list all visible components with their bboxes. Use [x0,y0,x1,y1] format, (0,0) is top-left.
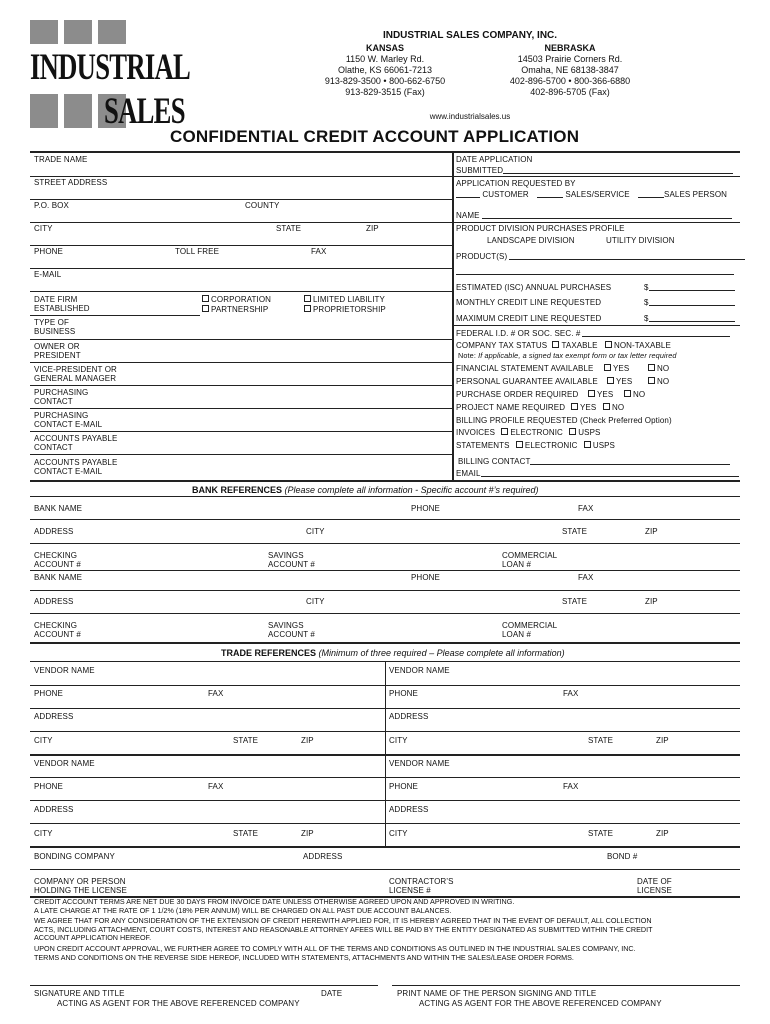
vendor1-state-label: STATE [233,736,259,745]
po-yes[interactable] [588,390,613,399]
signature-acting-label: ACTING AS AGENT FOR THE ABOVE REFERENCED COMPANY [57,999,300,1008]
vendor1-city-label: CITY [34,736,53,745]
po-no-checkbox[interactable] [624,390,631,397]
vendor1-phone-label: PHONE [34,689,63,698]
partnership-label: PARTNERSHIP [211,305,269,314]
owner-or-label: OWNER OR [34,342,80,351]
sales-person-label: SALES PERSON [664,190,728,199]
trade-name-label: TRADE NAME [34,155,88,164]
tax-note [458,351,677,360]
commercial-text: COMMERCIAL [502,621,558,630]
purchasing2-label: PURCHASING [34,411,89,420]
customer-blank[interactable] [456,190,480,198]
po-box-field[interactable] [30,200,240,222]
tax-status-label: COMPANY TAX STATUS [456,341,548,350]
kansas-address-block [315,43,455,98]
po-box-label: P.O. BOX [34,201,69,210]
project-name-label: PROJECT NAME REQUIRED [456,403,566,412]
vendor2-phone-label: PHONE [389,689,418,698]
electronic-label: ELECTRONIC [524,441,578,450]
kansas-city: Olathe, KS 66061-7213 [337,65,433,75]
invoices-electronic-checkbox[interactable] [501,428,508,435]
no-label: NO [612,403,625,412]
vendor2-fax-label: FAX [563,689,579,698]
billing-contact-line[interactable] [530,457,730,465]
type-of-label: TYPE OF [34,318,69,327]
fax-label: FAX [311,247,327,256]
vendor3-phone-label: PHONE [34,782,63,791]
non-taxable-checkbox[interactable] [605,341,612,348]
federal-line[interactable] [582,329,730,337]
corporation-option[interactable] [202,295,271,304]
date-firm-established-field[interactable] [100,292,196,314]
license-text: LICENSE [637,886,672,895]
bank2-phone-label: PHONE [411,573,440,582]
county-field[interactable] [240,200,452,222]
street-address-field[interactable] [30,177,452,199]
loan-text: LOAN # [502,560,532,569]
est-isc-amount [644,283,735,292]
project-no[interactable] [603,403,624,412]
trade-references-heading [221,648,565,658]
personal-no[interactable] [648,377,669,386]
terms-p2c: ACCOUNT APPLICATION HEREOF. [34,933,152,943]
kansas-phones: 913-829-3500 • 800-662-6750 [324,76,446,86]
sales-service-label: SALES/SERVICE [565,190,630,199]
vendor2-name-label: VENDOR NAME [389,666,450,675]
terms-p3a: UPON CREDIT ACCOUNT APPROVAL, WE FURTHER AGREE TO COMPLY WITH ALL OF THE TERMS AND CONDITIONS AS OUTLINED IN THE INDUSTRIAL SALES COMPANY, INC. [34,943,636,953]
products-line[interactable] [509,252,745,260]
bank-references-heading [192,485,539,495]
purchasing-email-label [34,411,102,429]
bonding-company-label: BONDING COMPANY [34,852,115,861]
holding-text: HOLDING THE LICENSE [34,886,127,895]
loan-text: LOAN # [502,630,532,639]
kansas-street: 1150 W. Marley Rd. [345,54,425,64]
type-of-business-label [34,318,75,336]
savings-text: SAVINGS [268,551,304,560]
contact-email-label: CONTACT E-MAIL [34,420,103,429]
street-address-label: STREET ADDRESS [34,178,108,187]
bank1-fax-label: FAX [578,504,594,513]
email-label: E-MAIL [34,270,62,279]
ap-contact-email-label: CONTACT E-MAIL [34,467,103,476]
vendor1-address-label: ADDRESS [34,712,74,721]
bank1-checking-label [34,551,81,569]
date-app-label: DATE APPLICATION [456,155,533,164]
vendor4-state-label: STATE [588,829,614,838]
dollar-sign: $ [644,283,649,292]
usps-label: USPS [578,428,601,437]
billing-contact-text: BILLING CONTACT [458,457,531,466]
ap-contact-sub-label: CONTACT [34,443,73,452]
non-taxable-label: NON-TAXABLE [613,341,671,350]
savings-text: SAVINGS [268,621,304,630]
license-number-text: LICENSE # [389,886,431,895]
vendor4-fax-label: FAX [563,782,579,791]
terms-p1a: CREDIT ACCOUNT TERMS ARE NET DUE 30 DAYS FROM INVOICE DATE UNLESS OTHERWISE AGREED UPON AND APPROVED IN WRITING. [34,897,515,906]
dollar-sign: $ [644,314,649,323]
commercial-text: COMMERCIAL [502,551,558,560]
purchasing-email-field[interactable] [120,409,452,431]
submitted-label [456,166,733,175]
city-field[interactable] [30,223,270,245]
county-label: COUNTY [245,201,280,210]
vendor1-name-label: VENDOR NAME [34,666,95,675]
email-field[interactable] [30,269,452,291]
ap-email-field[interactable] [120,455,452,479]
no-label: NO [657,377,670,386]
signature-date-label: DATE [321,989,343,998]
company-website[interactable]: www.industrialsales.us [429,112,511,121]
president-label: PRESIDENT [34,351,81,360]
vendor2-state-label: STATE [588,736,614,745]
signature-field[interactable] [30,965,378,985]
account-text: ACCOUNT # [34,560,81,569]
maximum-amount [644,314,735,323]
project-yes-checkbox[interactable] [571,403,578,410]
toll-free-field[interactable] [171,246,307,268]
bank2-fax-label: FAX [578,573,594,582]
terms-p1b: A LATE CHARGE AT THE RATE OF 1 1/2% (18% PER ANNUM) WILL BE CHARGED ON ALL PAST DUE ACCOUNT BALANCES. [34,905,452,915]
account-text: ACCOUNT # [268,630,315,639]
bank2-name-label: BANK NAME [34,573,83,582]
statements-electronic-checkbox[interactable] [516,441,523,448]
vendor1-fax-label: FAX [208,689,224,698]
ap-label: ACCOUNTS PAYABLE [34,434,118,443]
vp-label: VICE-PRESIDENT OR [34,365,117,374]
note-text: If applicable, a signed tax exempt form or tax letter required [478,351,677,360]
company-or-person-text: COMPANY OR PERSON [34,877,126,886]
bank-subtitle: (Please complete all information - Specific account #’s required) [284,485,539,495]
statements-usps-checkbox[interactable] [584,441,591,448]
monthly-amount [644,298,735,307]
vendor3-address-label: ADDRESS [34,805,74,814]
purchasing-contact-field[interactable] [120,386,452,408]
taxable-checkbox[interactable] [552,341,559,348]
bond-number-label: BOND # [607,852,638,861]
nebraska-phones: 402-896-5700 • 800-366-6880 [509,76,631,86]
bank2-city-label: CITY [306,597,325,606]
monthly-label: MONTHLY CREDIT LINE REQUESTED [456,298,602,307]
yes-label: YES [580,403,597,412]
bank1-name-label: BANK NAME [34,504,83,513]
est-isc-label: ESTIMATED (ISC) ANNUAL PURCHASES [456,283,612,292]
kansas-state: KANSAS [365,43,404,53]
account-text: ACCOUNT # [34,630,81,639]
billing-email-label [456,469,739,478]
vp-gm-label [34,365,117,383]
toll-free-label: TOLL FREE [175,247,220,256]
submitted-text: SUBMITTED [456,166,504,175]
ap-contact-label [34,434,117,452]
purchase-order-label: PURCHASE ORDER REQUIRED [456,390,579,399]
state-label: STATE [276,224,302,233]
kansas-fax: 913-829-3515 (Fax) [345,87,425,97]
trade-name-field[interactable] [30,152,452,176]
bank1-state-label: STATE [562,527,588,536]
date-of-text: DATE OF [637,877,672,886]
bank1-address-label: ADDRESS [34,527,74,536]
checking-text: CHECKING [34,621,78,630]
proprietorship-label: PROPRIETORSHIP [313,305,386,314]
sales-service-blank[interactable] [537,190,563,198]
page-title: CONFIDENTIAL CREDIT ACCOUNT APPLICATION [170,127,580,146]
personal-guarantee-label: PERSONAL GUARANTEE AVAILABLE [456,377,598,386]
vendor4-phone-label: PHONE [389,782,418,791]
nebraska-fax: 402-896-5705 (Fax) [530,87,610,97]
name-line[interactable] [482,211,732,219]
ap2-label: ACCOUNTS PAYABLE [34,458,118,467]
proprietorship-checkbox[interactable] [304,305,311,312]
products-text: PRODUCT(S) [456,252,508,261]
partnership-option[interactable] [202,305,268,314]
financial-yes-checkbox[interactable] [604,364,611,371]
vendor2-zip-label: ZIP [656,736,669,745]
name-text: NAME [456,211,480,220]
sales-person-blank[interactable] [638,190,664,198]
vendor2-address-label: ADDRESS [389,712,429,721]
vendor4-name-label: VENDOR NAME [389,759,450,768]
invoices-usps-checkbox[interactable] [569,428,576,435]
customer-label: CUSTOMER [482,190,529,199]
yes-label: YES [613,364,630,373]
terms-p2b: ACTS, INCLUDING ATTACHMENT, COURT COSTS, INTEREST AND REASONABLE ATTORNEY AFEES WILL BE PAID BY THE ENTITY DESIGNATED AS SUBMITTED WITHIN THE CREDIT [34,924,653,934]
bank2-savings-label [268,621,315,639]
invoices-row [456,428,600,437]
company-logo [28,18,213,130]
po-yes-checkbox[interactable] [588,390,595,397]
app-requested-label: APPLICATION REQUESTED BY [456,179,576,188]
nebraska-street: 14503 Prairie Corners Rd. [517,54,623,64]
landscape-division-label: LANDSCAPE DIVISION [487,236,575,245]
bank1-phone-label: PHONE [411,504,440,513]
name-label [456,211,732,220]
zip-label: ZIP [366,224,379,233]
contractor-text: CONTRACTOR’S [389,877,454,886]
vendor3-name-label: VENDOR NAME [34,759,95,768]
date-firm-label: DATE FIRM [34,295,78,304]
state-field[interactable] [272,223,362,245]
contractor-license-label [389,877,454,895]
trade-title: TRADE REFERENCES [221,648,317,658]
terms-p3b: TERMS AND CONDITIONS ON THE REVERSE SIDE HEREOF, INCLUDED WITH STATEMENTS, ATTACHMENTS AND WITHIN THE SALES/LEASE ORDER FORMS. [34,952,574,962]
phone-field[interactable] [30,246,170,268]
trade-subtitle: (Minimum of three required – Please complete all information) [318,648,565,658]
established-label: ESTABLISHED [34,304,90,313]
terms-p2a: WE AGREE THAT FOR ANY CONSIDERATION OF THE EXTENSION OF CREDIT HEREWITH APPLIED FOR, IT IS HEREBY AGREED THAT IN THE EVENT OF DEFAULT, ALL COLLECTION [34,916,652,926]
bank1-commercial-label [502,551,557,569]
phone-label: PHONE [34,247,63,256]
billing-profile-label: BILLING PROFILE REQUESTED (Check Preferred Option) [456,416,672,425]
federal-id-label [456,329,730,338]
bonding-address-label: ADDRESS [303,852,343,861]
note-label: Note: [458,351,476,360]
logo-text-sales: SALES [104,91,185,132]
signature-title-label: SIGNATURE AND TITLE [34,989,125,998]
vendor3-state-label: STATE [233,829,259,838]
vendor4-zip-label: ZIP [656,829,669,838]
personal-no-checkbox[interactable] [648,377,655,384]
purchasing-contact-label [34,388,88,406]
print-name-field[interactable] [392,965,740,985]
statements-row [456,441,615,450]
bank2-commercial-label [502,621,557,639]
products-label [456,252,745,261]
bank2-zip-label: ZIP [645,597,658,606]
vendor3-fax-label: FAX [208,782,224,791]
invoices-label: INVOICES [456,428,496,437]
corporation-label: CORPORATION [211,295,272,304]
no-label: NO [657,364,670,373]
nebraska-address-block [495,43,645,98]
account-text: ACCOUNT # [268,560,315,569]
gm-label: GENERAL MANAGER [34,374,117,383]
vendor4-address-label: ADDRESS [389,805,429,814]
bank2-state-label: STATE [562,597,588,606]
utility-division-label: UTILITY DIVISION [606,236,675,245]
owner-president-field[interactable] [120,340,452,362]
company-name: INDUSTRIAL SALES COMPANY, INC. [382,30,558,41]
po-no[interactable] [624,390,645,399]
limited-liability-checkbox[interactable] [304,295,311,302]
personal-yes[interactable] [607,377,632,386]
business-label: BUSINESS [34,327,76,336]
vendor2-city-label: CITY [389,736,408,745]
partnership-checkbox[interactable] [202,305,209,312]
est-isc-line[interactable] [649,283,735,291]
limited-liability-label: LIMITED LIABILITY [313,295,385,304]
checking-text: CHECKING [34,551,78,560]
bank1-savings-label [268,551,315,569]
project-no-checkbox[interactable] [603,403,610,410]
financial-no-checkbox[interactable] [648,364,655,371]
fax-field[interactable] [307,246,452,268]
billing-email-line[interactable] [481,469,739,477]
yes-label: YES [597,390,614,399]
vendor4-city-label: CITY [389,829,408,838]
financial-no[interactable] [648,364,669,373]
product-division-label: PRODUCT DIVISION PURCHASES PROFILE [456,224,625,233]
bank2-checking-label [34,621,81,639]
zip-field[interactable] [362,223,452,245]
maximum-label: MAXIMUM CREDIT LINE REQUESTED [456,314,602,323]
city-label: CITY [34,224,53,233]
owner-president-label [34,342,81,360]
license-date-label [637,877,672,895]
bank2-address-label: ADDRESS [34,597,74,606]
vp-gm-field[interactable] [120,363,452,385]
vendor3-zip-label: ZIP [301,829,314,838]
maximum-line[interactable] [649,314,735,322]
no-label: NO [633,390,646,399]
purchasing-label: PURCHASING [34,388,89,397]
submitted-line[interactable] [503,166,733,174]
nebraska-city: Omaha, NE 68138-3847 [521,65,619,75]
tax-status-row [456,341,671,350]
contact-label: CONTACT [34,397,73,406]
usps-label: USPS [592,441,615,450]
vendor1-zip-label: ZIP [301,736,314,745]
bank1-zip-label: ZIP [645,527,658,536]
personal-yes-checkbox[interactable] [607,377,614,384]
print-name-label: PRINT NAME OF THE PERSON SIGNING AND TITLE [397,989,597,998]
bank1-city-label: CITY [306,527,325,536]
project-yes[interactable] [571,403,596,412]
proprietorship-option[interactable] [304,305,386,314]
billing-contact-label [458,457,730,466]
electronic-label: ELECTRONIC [510,428,563,437]
billing-email-text: EMAIL [456,469,481,478]
vendor3-city-label: CITY [34,829,53,838]
ap-email-label [34,458,117,476]
corporation-checkbox[interactable] [202,295,209,302]
nebraska-state: NEBRASKA [544,43,596,53]
yes-label: YES [616,377,633,386]
financial-statement-label: FINANCIAL STATEMENT AVAILABLE [456,364,594,373]
logo-text-industrial: INDUSTRIAL [30,47,191,88]
financial-yes[interactable] [604,364,629,373]
ap-contact-field[interactable] [120,432,452,454]
taxable-label: TAXABLE [561,341,598,350]
dollar-sign: $ [644,298,649,307]
terms-block [34,898,653,962]
license-holder-label [34,877,127,895]
bank1-name-field[interactable] [30,497,406,519]
statements-label: STATEMENTS [456,441,510,450]
print-acting-label: ACTING AS AGENT FOR THE ABOVE REFERENCED COMPANY [419,999,662,1008]
monthly-line[interactable] [649,298,735,306]
bank-title: BANK REFERENCES [192,485,283,495]
limited-liability-option[interactable] [304,295,385,304]
app-requested-options [456,190,727,199]
federal-text: FEDERAL I.D. # OR SOC. SEC. # [456,329,581,338]
